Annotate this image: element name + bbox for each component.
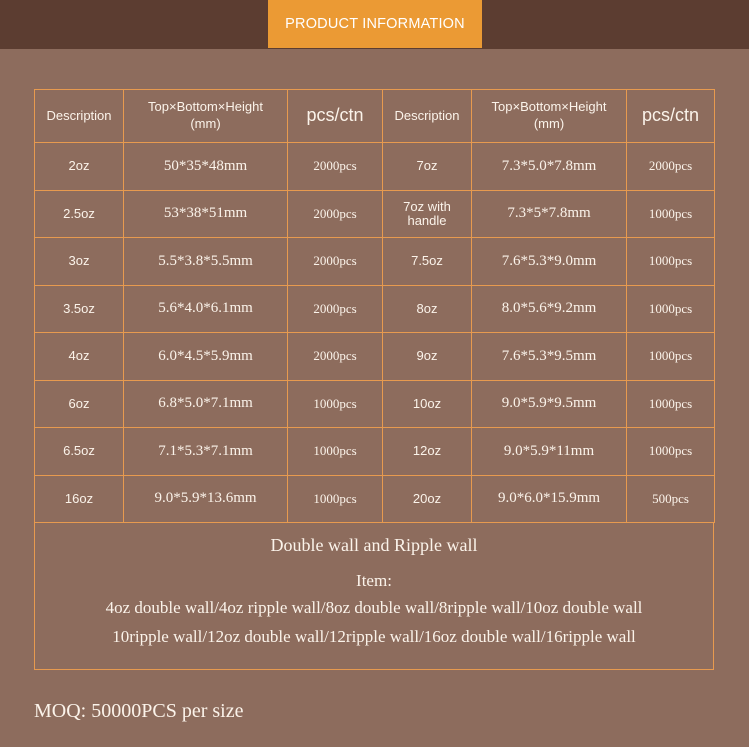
- cell-description: 6oz: [35, 380, 124, 428]
- cell-dimensions: 6.0*4.5*5.9mm: [124, 333, 288, 381]
- cell-dimensions: 6.8*5.0*7.1mm: [124, 380, 288, 428]
- cell-description: 7oz with handle: [383, 190, 472, 238]
- cell-description: 2oz: [35, 143, 124, 191]
- cell-description: 10oz: [383, 380, 472, 428]
- cell-description: 12oz: [383, 428, 472, 476]
- cell-description: 20oz: [383, 475, 472, 523]
- cell-description: 6.5oz: [35, 428, 124, 476]
- cell-pcs-per-carton: 1000pcs: [288, 475, 383, 523]
- cell-pcs-per-carton: 2000pcs: [288, 238, 383, 286]
- product-spec-table: [34, 89, 715, 523]
- cell-description: 4oz: [35, 333, 124, 381]
- table-row: [35, 333, 715, 381]
- column-header-dimensions: [472, 90, 627, 143]
- cell-dimensions: 8.0*5.6*9.2mm: [472, 285, 627, 333]
- column-header-pcs-per-carton: pcs/ctn: [288, 90, 383, 143]
- column-header-dimensions: [124, 90, 288, 143]
- notes-item-label: Item:: [356, 571, 392, 590]
- cell-dimensions: 7.6*5.3*9.0mm: [472, 238, 627, 286]
- notes-box: [34, 522, 714, 670]
- cell-pcs-per-carton: 2000pcs: [627, 143, 715, 191]
- table-row: [35, 428, 715, 476]
- column-header-description: Description: [35, 90, 124, 143]
- cell-pcs-per-carton: 2000pcs: [288, 333, 383, 381]
- cell-description: 8oz: [383, 285, 472, 333]
- cell-pcs-per-carton: 1000pcs: [288, 428, 383, 476]
- cell-pcs-per-carton: 1000pcs: [627, 380, 715, 428]
- cell-pcs-per-carton: 2000pcs: [288, 190, 383, 238]
- section-title-tab: [268, 0, 482, 48]
- table-row: [35, 285, 715, 333]
- notes-title: Double wall and Ripple wall: [270, 535, 478, 555]
- table-row: [35, 238, 715, 286]
- cell-pcs-per-carton: 1000pcs: [627, 333, 715, 381]
- cell-pcs-per-carton: 1000pcs: [627, 238, 715, 286]
- cell-dimensions: 9.0*6.0*15.9mm: [472, 475, 627, 523]
- cell-dimensions: 5.5*3.8*5.5mm: [124, 238, 288, 286]
- cell-dimensions: 7.3*5.0*7.8mm: [472, 143, 627, 191]
- cell-dimensions: 9.0*5.9*13.6mm: [124, 475, 288, 523]
- cell-description: 7oz: [383, 143, 472, 191]
- cell-dimensions: 50*35*48mm: [124, 143, 288, 191]
- cell-dimensions: 5.6*4.0*6.1mm: [124, 285, 288, 333]
- cell-description: 3.5oz: [35, 285, 124, 333]
- moq-text: MOQ: 50000PCS per size: [34, 700, 244, 722]
- cell-description: 7.5oz: [383, 238, 472, 286]
- column-header-text: Top×Bottom×Height (mm): [491, 99, 607, 131]
- table-header-row: [35, 90, 715, 143]
- column-header-pcs-per-carton: pcs/ctn: [627, 90, 715, 143]
- cell-pcs-per-carton: 1000pcs: [627, 285, 715, 333]
- cell-description: 16oz: [35, 475, 124, 523]
- section-title: PRODUCT INFORMATION: [285, 16, 465, 32]
- table-row: [35, 475, 715, 523]
- cell-dimensions: 53*38*51mm: [124, 190, 288, 238]
- notes-item-list-line: 4oz double wall/4oz ripple wall/8oz double wall/8ripple wall/10oz double wall: [105, 598, 643, 617]
- cell-pcs-per-carton: 2000pcs: [288, 143, 383, 191]
- cell-pcs-per-carton: 1000pcs: [627, 428, 715, 476]
- column-header-description: Description: [383, 90, 472, 143]
- cell-pcs-per-carton: 1000pcs: [288, 380, 383, 428]
- cell-pcs-per-carton: 2000pcs: [288, 285, 383, 333]
- cell-dimensions: 7.3*5*7.8mm: [472, 190, 627, 238]
- cell-description: 9oz: [383, 333, 472, 381]
- cell-dimensions: 7.6*5.3*9.5mm: [472, 333, 627, 381]
- cell-description: 2.5oz: [35, 190, 124, 238]
- notes-item-list-line: 10ripple wall/12oz double wall/12ripple wall/16oz double wall/16ripple wall: [112, 627, 636, 646]
- cell-description: 3oz: [35, 238, 124, 286]
- cell-dimensions: 7.1*5.3*7.1mm: [124, 428, 288, 476]
- table-body: [35, 143, 715, 523]
- table-row: [35, 143, 715, 191]
- column-header-text: Top×Bottom×Height (mm): [148, 99, 263, 131]
- cell-pcs-per-carton: 500pcs: [627, 475, 715, 523]
- cell-pcs-per-carton: 1000pcs: [627, 190, 715, 238]
- table-row: [35, 380, 715, 428]
- table-row: [35, 190, 715, 238]
- cell-dimensions: 9.0*5.9*9.5mm: [472, 380, 627, 428]
- cell-dimensions: 9.0*5.9*11mm: [472, 428, 627, 476]
